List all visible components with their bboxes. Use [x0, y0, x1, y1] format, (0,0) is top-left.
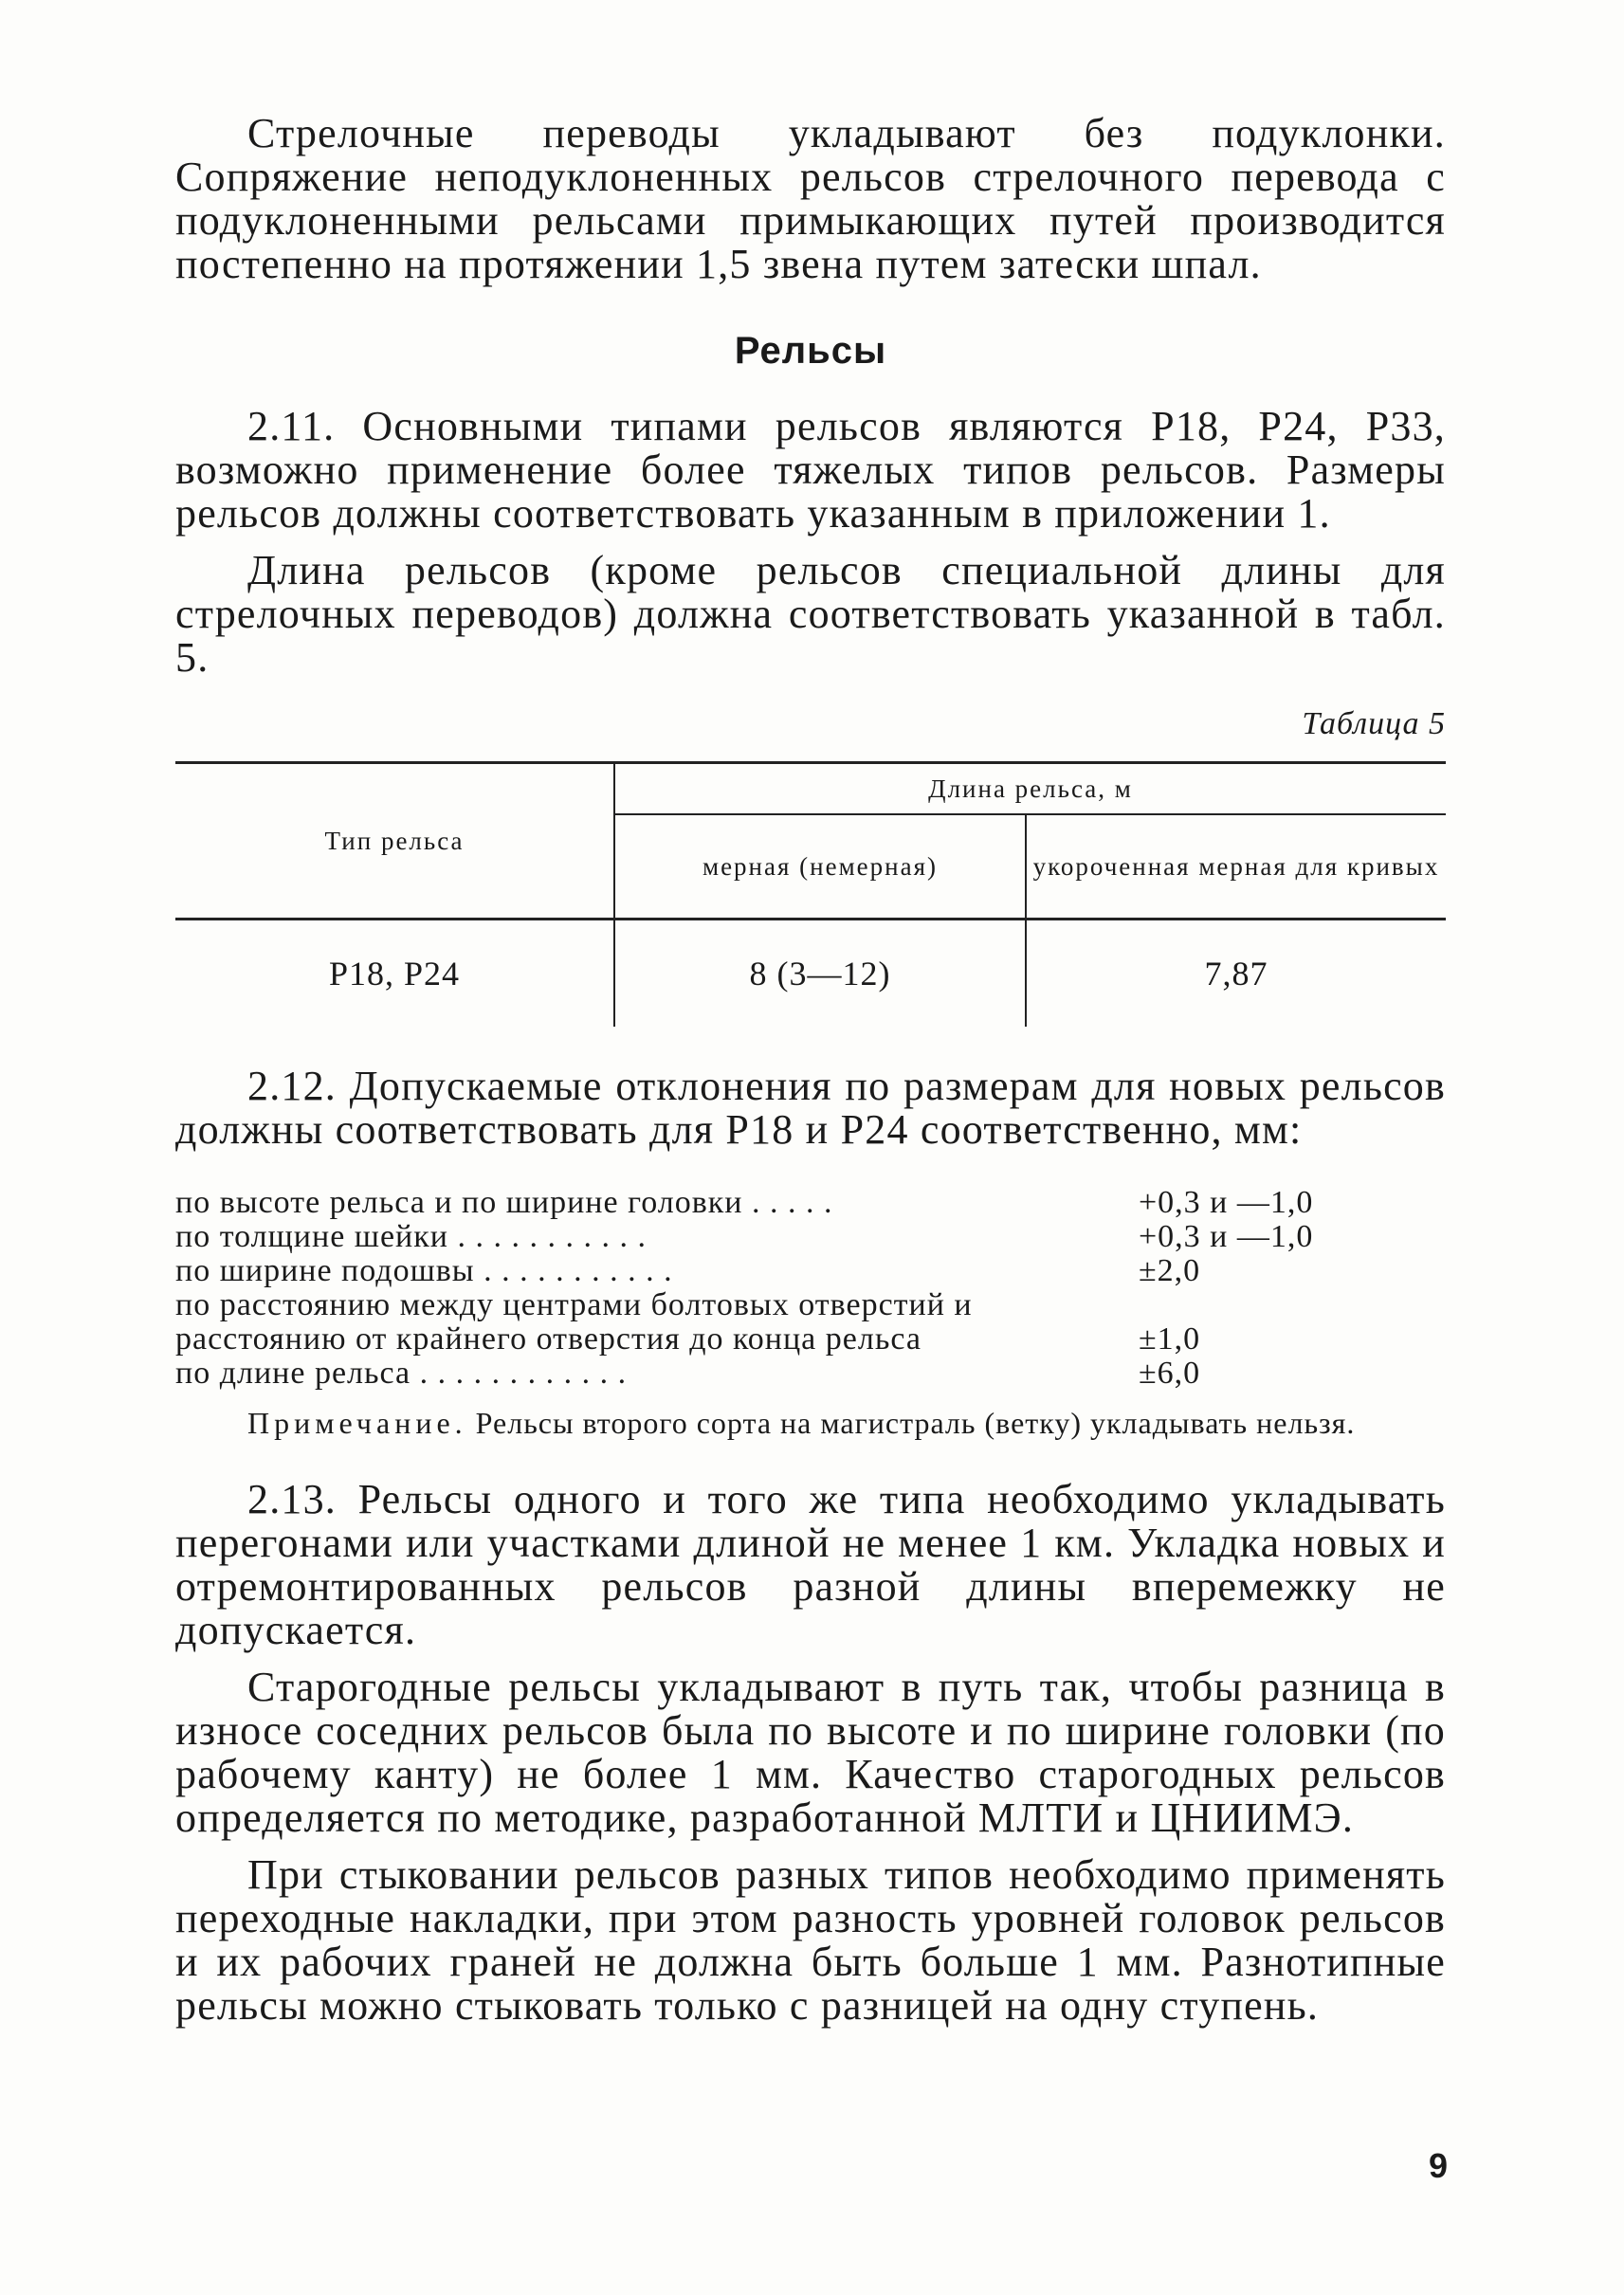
paragraph-2-12: 2.12. Допускаемые отклонения по размерам для новых рельсов должны соответствовать для Р18 и Р24 соответственно, мм: — [175, 1063, 1446, 1153]
deviation-label: по ширине подошвы . . . . . . . . . . . — [175, 1254, 673, 1288]
table-cell-shortened: 7,87 — [1026, 920, 1446, 1028]
table-header-type: Тип рельса — [175, 763, 614, 920]
list-item — [175, 1357, 1446, 1391]
deviation-label: по толщине шейки . . . . . . . . . . . — [175, 1220, 647, 1254]
paragraph-2-13: 2.13. Рельсы одного и того же типа необходимо укладывать перегонами или участками длиной не менее 1 км. Укладка новых и отремонтированных рельсов разной длины вперемежку не допускается. — [175, 1476, 1446, 1653]
deviation-label: по высоте рельса и по ширине головки . . . . . — [175, 1186, 833, 1220]
paragraph-2-11: 2.11. Основными типами рельсов являются Р18, Р24, Р33, возможно применение более тяжелых типов рельсов. Размеры рельсов должны соответствовать указанным в приложении 1. — [175, 403, 1446, 537]
deviation-value: ±1,0 — [1139, 1321, 1201, 1357]
deviation-value: ±2,0 — [1139, 1253, 1201, 1288]
table-header-shortened: укороченная мерная для кривых — [1026, 814, 1446, 920]
intro-paragraph: Стрелочные переводы укладывают без подуклонки. Сопряжение неподуклоненных рельсов стрелочного перевода с подуклоненными рельсами примыкающих путей производится постепенно на протяжении 1,5 звена путем затески шпал. — [175, 110, 1446, 287]
table-row — [175, 920, 1446, 1028]
section-heading: Рельсы — [734, 330, 887, 372]
rail-length-table — [175, 761, 1446, 1027]
list-item — [175, 1288, 1446, 1322]
list-item — [175, 1220, 1446, 1254]
list-item — [175, 1186, 1446, 1220]
note-label: Примечание. — [247, 1406, 467, 1440]
page-number: 9 — [1428, 2146, 1448, 2185]
document-page — [175, 112, 1446, 2028]
deviation-value: +0,3 и —1,0 — [1139, 1219, 1314, 1254]
table-header-group: Длина рельса, м — [614, 763, 1446, 815]
deviation-label: по расстоянию между центрами болтовых отверстий и — [175, 1288, 973, 1322]
paragraph-2-13-worn-rails: Старогодные рельсы укладывают в путь так, чтобы разница в износе соседних рельсов была по высоте и по ширине головки (по рабочему канту) не более 1 мм. Качество старогодных рельсов определяется по методике, разработанной МЛТИ и ЦНИИМЭ. — [175, 1664, 1446, 1841]
table-cell-type: Р18, Р24 — [328, 955, 461, 993]
note — [175, 1406, 1446, 1440]
list-item — [175, 1254, 1446, 1288]
deviation-value: ±6,0 — [1139, 1356, 1201, 1391]
table-cell-measured: 8 (3—12) — [614, 920, 1026, 1028]
paragraph-2-13-joints: При стыковании рельсов разных типов необходимо применять переходные накладки, при этом разность уровней головок рельсов и их рабочих граней не должна быть больше 1 мм. Разнотипные рельсы можно стыковать только с разницей на одну ступень. — [175, 1851, 1446, 2029]
deviation-label: расстоянию от крайнего отверстия до конца рельса — [175, 1322, 921, 1357]
table-header-measured: мерная (немерная) — [614, 814, 1026, 920]
list-item — [175, 1322, 1446, 1357]
deviation-list — [175, 1186, 1446, 1391]
deviation-value — [1123, 1288, 1446, 1322]
paragraph-2-11-continued: Длина рельсов (кроме рельсов специальной длины для стрелочных переводов) должна соответствовать указанной в табл. 5. — [175, 547, 1446, 681]
note-text: Рельсы второго сорта на магистраль (ветку) укладывать нельзя. — [475, 1406, 1356, 1440]
deviation-label: по длине рельса . . . . . . . . . . . . — [175, 1357, 628, 1391]
deviation-value: +0,3 и —1,0 — [1139, 1185, 1314, 1220]
table-caption: Таблица 5 — [1302, 706, 1446, 741]
